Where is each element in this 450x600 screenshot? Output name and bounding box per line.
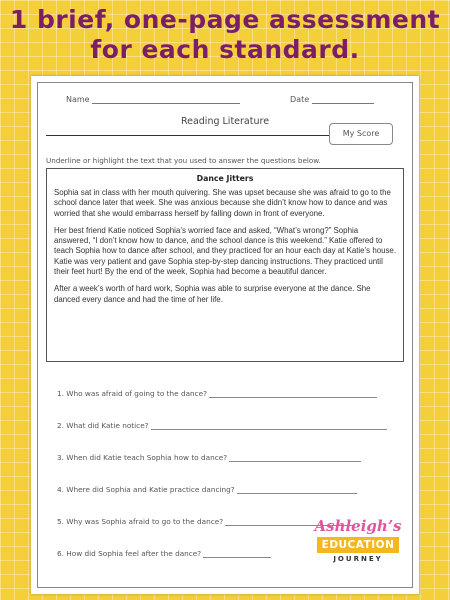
question-1 (57, 389, 377, 398)
brand-logo (313, 517, 403, 575)
name-label: Name (66, 95, 90, 104)
question-5 (57, 517, 353, 526)
name-field (66, 95, 240, 104)
name-line (92, 95, 240, 104)
question-text: 1. Who was afraid of going to the dance? (57, 389, 208, 398)
question-text: 6. How did Sophia feel after the dance? (57, 549, 202, 558)
question-2 (57, 421, 387, 430)
answer-line (237, 486, 357, 494)
passage-title: Dance Jitters (196, 174, 254, 183)
question-3 (57, 453, 361, 462)
header-line-2: for each standard. (90, 35, 360, 64)
score-box: My Score (329, 123, 393, 145)
question-text: 4. Where did Sophia and Katie practice dancing? (57, 485, 235, 494)
question-4 (57, 485, 357, 494)
logo-script-text: Ashleigh’s (314, 517, 402, 535)
date-line (312, 95, 374, 104)
question-text: 3. When did Katie teach Sophia how to dance? (57, 453, 228, 462)
passage-paragraph: Her best friend Katie noticed Sophia’s worried face and asked, “What’s wrong?” Sophia answered, “I don’t know how to dance, and the school dance is this weekend.” Katie offered to teach Sophia how to dance after school, and they practiced for an hour each day at Katie’s house. Katie was very patient and gave Sophia step-by-step dancing instructions. They practiced until their feet hurt! By the end of the week, Sophia had become a beautiful dancer. (54, 225, 397, 277)
question-text: 5. Why was Sophia afraid to go to the dance? (57, 517, 224, 526)
answer-line (229, 454, 361, 462)
instructions-text: Underline or highlight the text that you used to answer the questions below. (46, 156, 321, 165)
answer-line (151, 422, 387, 430)
promo-header (0, 0, 450, 72)
date-field (290, 95, 374, 104)
worksheet-title: Reading Literature (180, 116, 270, 127)
question-text: 2. What did Katie notice? (57, 421, 149, 430)
worksheet-border (37, 82, 413, 588)
answer-line (203, 550, 271, 558)
answer-line (209, 390, 377, 398)
header-line-1: 1 brief, one-page assessment (9, 5, 441, 34)
passage-paragraph: After a week’s worth of hard work, Sophia was able to surprise everyone at the dance. She danced every dance and had the time of her life. (54, 284, 371, 304)
logo-band-text: EDUCATION (317, 537, 399, 553)
question-6 (57, 549, 271, 558)
title-divider (46, 135, 329, 136)
passage-paragraph: Sophia sat in class with her mouth quivering. She was upset because she was afraid to go to the school dance later that week. She was anxious because she didn’t know how to dance and was worried that she would embarrass herself by falling down in front of everyone. (54, 188, 391, 218)
date-label: Date (290, 95, 310, 104)
logo-sub-text: JOURNEY (333, 555, 383, 563)
passage-box (46, 168, 404, 362)
